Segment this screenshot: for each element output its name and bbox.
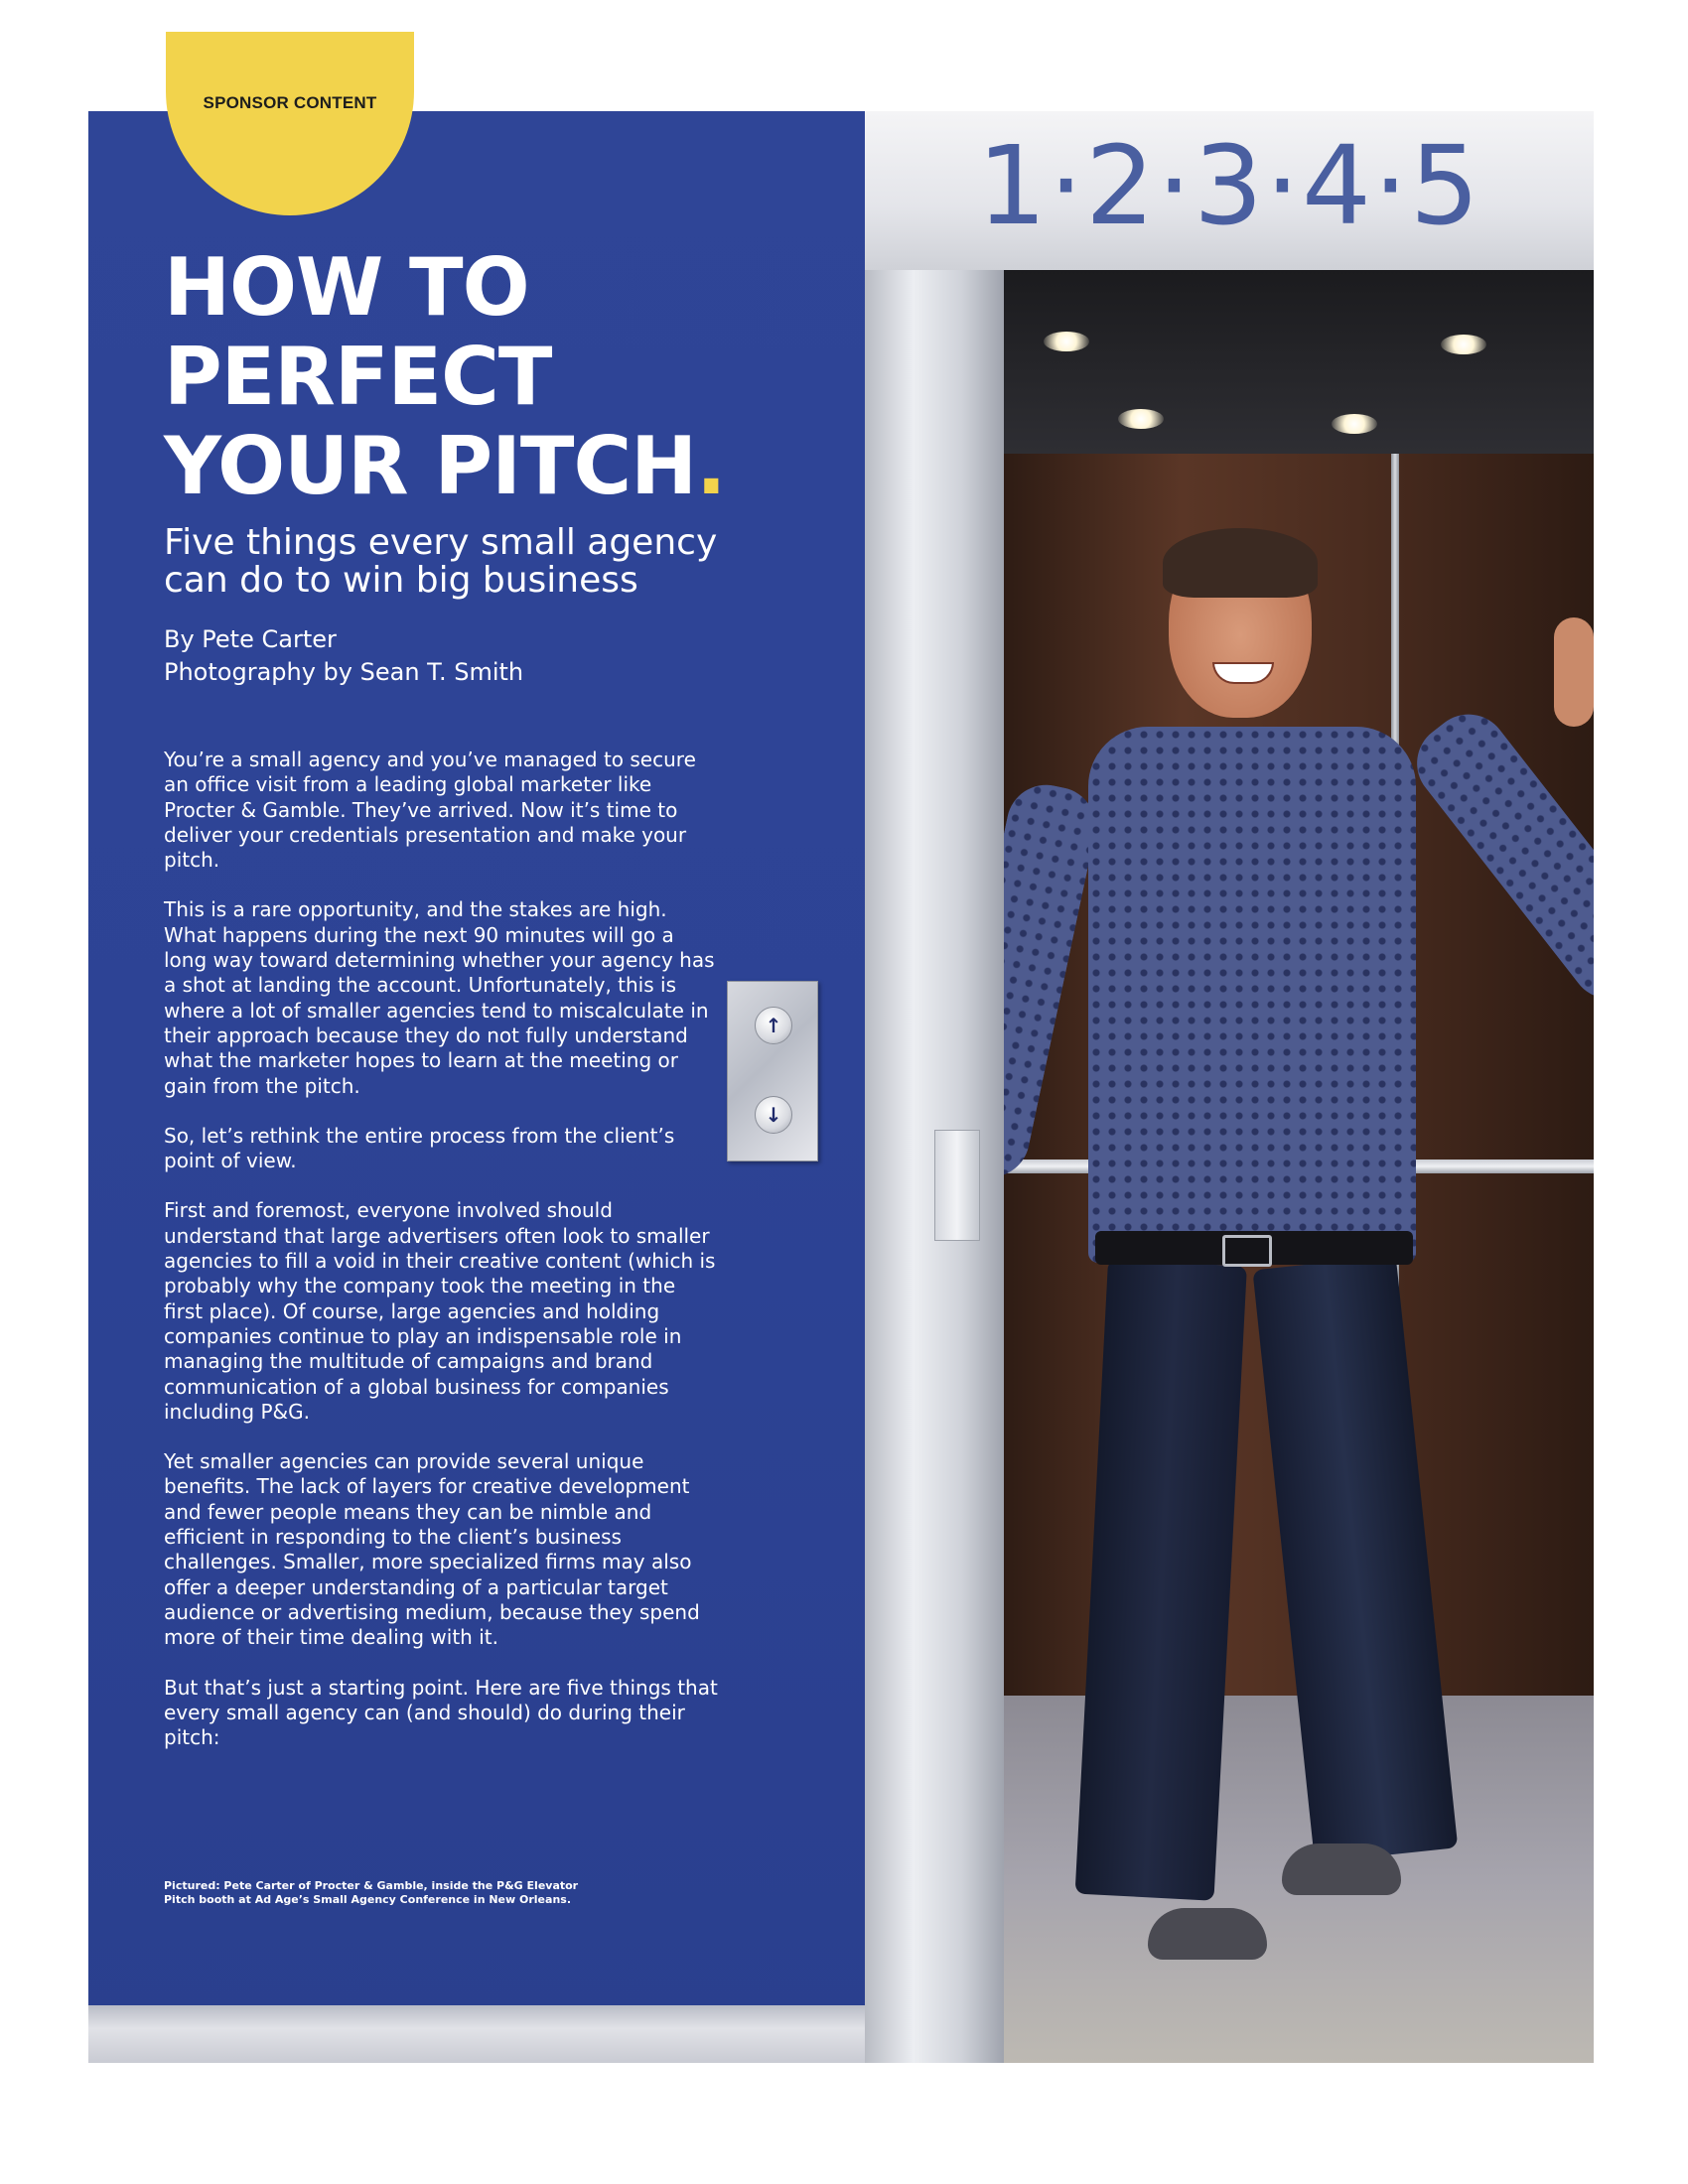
- baseboard: [88, 2005, 865, 2063]
- body-paragraph: This is a rare opportunity, and the stakes are high. What happens during the next 90 minutes will go a long way toward determining whether your agency has a shot at landing the account. Unfortunately, this is where a lot of smaller agencies tend to miscalculate in their approach because they do not fully understand what the marketer hopes to learn at the meeting or gain from the pitch.: [164, 897, 715, 1098]
- hair: [1163, 528, 1318, 598]
- trouser-leg: [1252, 1255, 1458, 1862]
- byline-photographer: Photography by Sean T. Smith: [164, 658, 524, 686]
- body-paragraph: So, let’s rethink the entire process from the client’s point of view.: [164, 1123, 675, 1173]
- headline-line-3: [164, 422, 819, 511]
- body-paragraph: First and foremost, everyone involved should understand that large advertisers often look to smaller agencies to fill a void in their creative content (which is probably why the company took the meeting in the first place). Of course, large agencies and holding companies continue to play an indispensable role in managing the multitude of campaigns and brand communication of a global business for companies including P&G.: [164, 1198, 716, 1424]
- elevator-call-panel: [727, 981, 818, 1161]
- byline-author: By Pete Carter: [164, 625, 337, 653]
- shoe: [1148, 1908, 1267, 1960]
- arm: [1401, 699, 1594, 1016]
- patterned-shirt: [1088, 727, 1416, 1263]
- hand: [1554, 617, 1594, 727]
- photo-caption: [164, 1879, 720, 1907]
- headline-line-1: HOW TO: [164, 241, 529, 334]
- elevator-photo: [865, 111, 1594, 2063]
- floor-numbers: 1·2·3·4·5: [977, 122, 1481, 249]
- trouser-leg: [1075, 1259, 1247, 1900]
- belt-buckle: [1222, 1235, 1272, 1267]
- byline: [164, 623, 760, 689]
- article-body: [164, 748, 720, 1775]
- shoe: [1282, 1843, 1401, 1895]
- sponsor-badge-label: SPONSOR CONTENT: [203, 92, 377, 112]
- subheadline-line-2: can do to win big business: [164, 560, 638, 601]
- arrow-down-icon: ↓: [755, 1096, 792, 1134]
- headline-line-3-text: YOUR PITCH: [164, 420, 697, 512]
- arrow-up-icon: ↑: [755, 1007, 792, 1044]
- door-plate: [934, 1130, 980, 1241]
- floor-indicator-sign: [865, 111, 1594, 270]
- body-paragraph: Yet smaller agencies can provide several unique benefits. The lack of layers for creative development and fewer people means they can be nimble and efficient in responding to the client’s business challenges. Smaller, more specialized firms may also offer a deeper understanding of a particular target audience or advertising medium, because they spend more of their time dealing with it.: [164, 1449, 700, 1650]
- headline-accent-dot: .: [696, 420, 726, 512]
- subheadline-line-1: Five things every small agency: [164, 522, 718, 563]
- headline: [164, 243, 819, 511]
- body-paragraph: But that’s just a starting point. Here are five things that every small agency can (and should) do during their pitch:: [164, 1675, 718, 1750]
- photo-caption-line-1: Pictured: Pete Carter of Procter & Gamble, inside the P&G Elevator: [164, 1879, 579, 1892]
- photo-caption-line-2: Pitch booth at Ad Age’s Small Agency Conference in New Orleans.: [164, 1893, 571, 1906]
- subheadline: [164, 524, 819, 600]
- headline-line-2: PERFECT: [164, 331, 552, 423]
- elevator-door-frame: [865, 270, 1004, 2063]
- body-paragraph: You’re a small agency and you’ve managed to secure an office visit from a leading global marketer like Procter & Gamble. They’ve arrived. Now it’s time to deliver your credentials presentation and make your pitch.: [164, 748, 696, 873]
